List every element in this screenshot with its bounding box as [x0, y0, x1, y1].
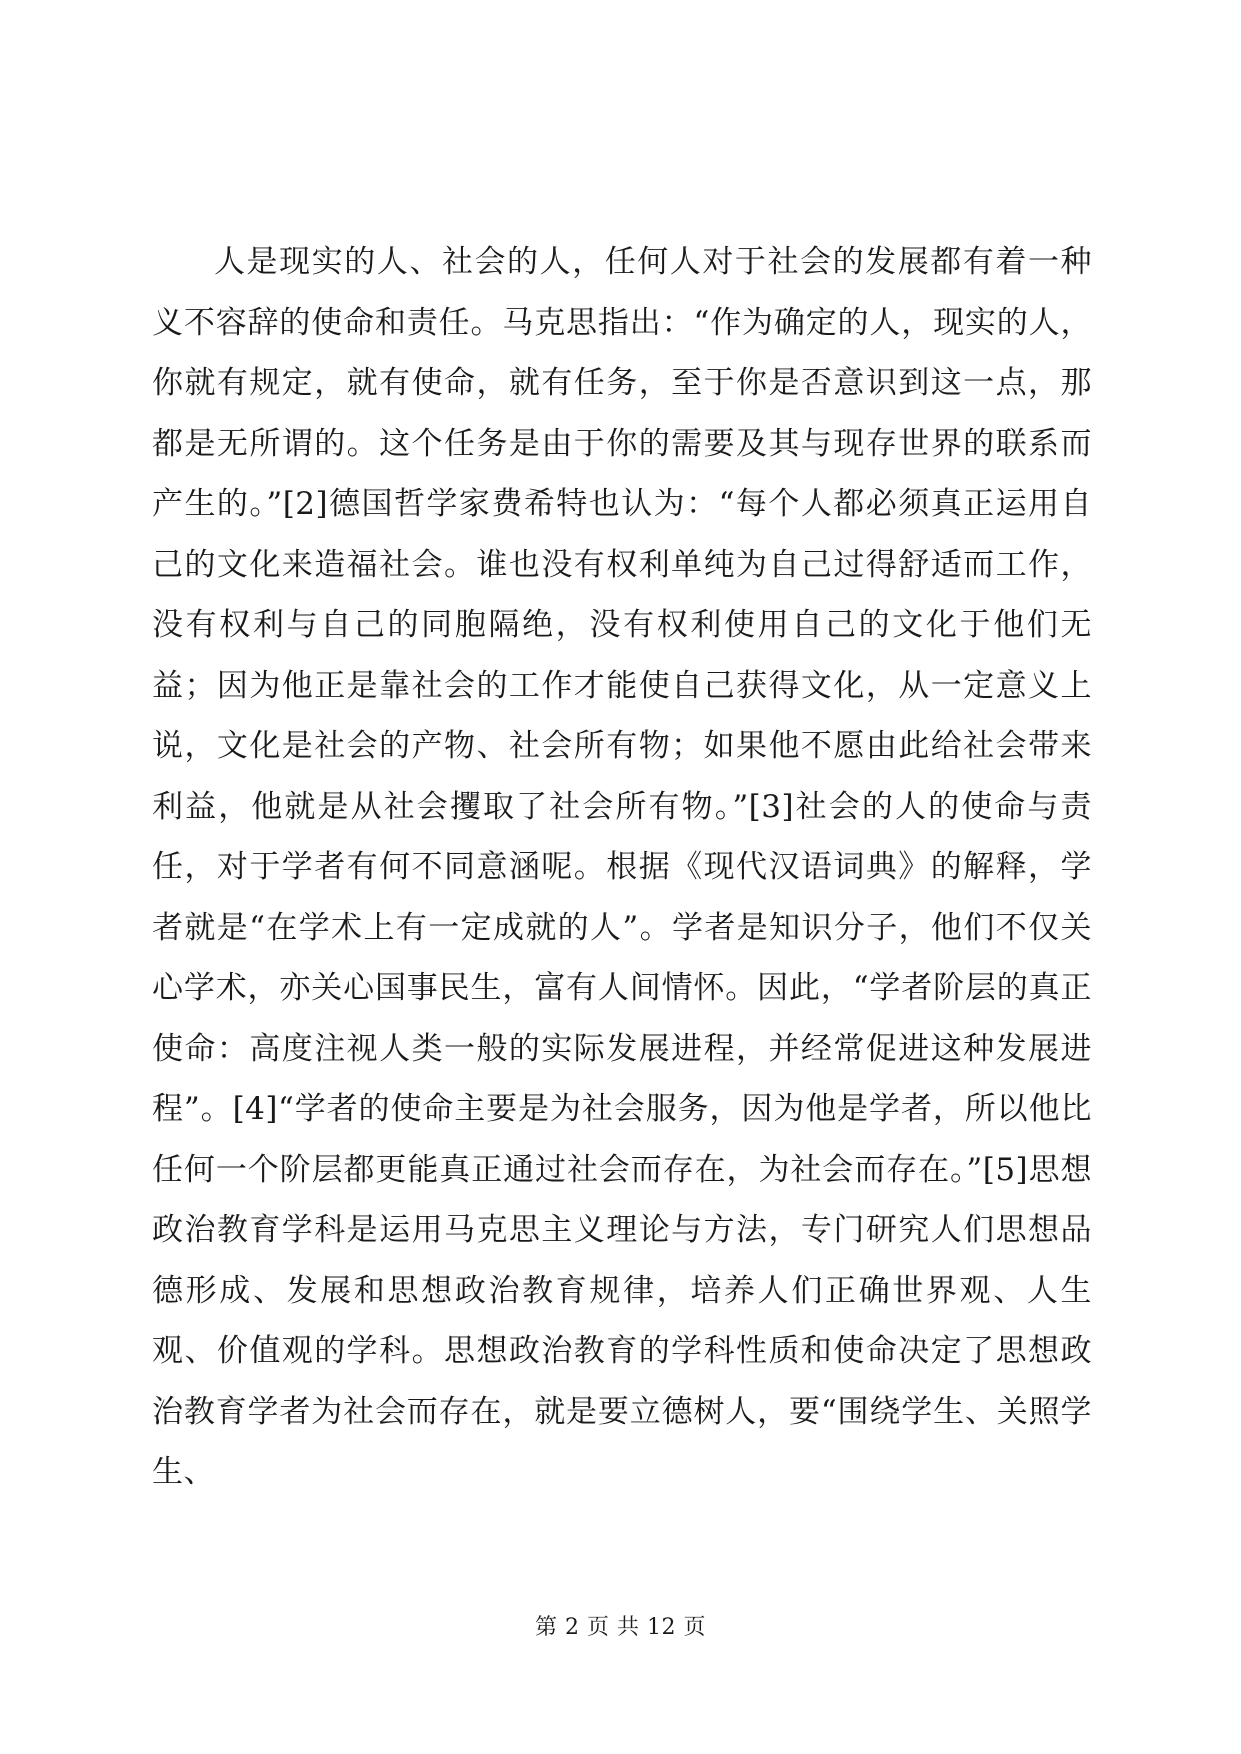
page-number-footer: 第 2 页 共 12 页: [535, 1615, 706, 1640]
body-paragraph: 人是现实的人、社会的人，任何人对于社会的发展都有着一种义不容辞的使命和责任。马克思指出：“作为确定的人，现实的人，你就有规定，就有使命，就有任务，至于你是否意识到这一点，那都是无所谓的。这个任务是由于你的需要及其与现存世界的联系而产生的。”[2]德国哲学家费希特也认为：“每个人都必须真正运用自己的文化来造福社会。谁也没有权利单纯为自己过得舒适而工作，没有权利与自己的同胞隔绝，没有权利使用自己的文化于他们无益；因为他正是靠社会的工作才能使自己获得文化，从一定意义上说，文化是社会的产物、社会所有物；如果他不愿由此给社会带来利益，他就是从社会攫取了社会所有物。”[3]社会的人的使命与责任，对于学者有何不同意涵呢。根据《现代汉语词典》的解释，学者就是“在学术上有一定成就的人”。学者是知识分子，他们不仅关心学术，亦关心国事民生，富有人间情怀。因此，“学者阶层的真正使命：高度注视人类一般的实际发展进程，并经常促进这种发展进程”。[4]“学者的使命主要是为社会服务，因为他是学者，所以他比任何一个阶层都更能真正通过社会而存在，为社会而存在。”[5]思想政治教育学科是运用马克思主义理论与方法，专门研究人们思想品德形成、发展和思想政治教育规律，培养人们正确世界观、人生观、价值观的学科。思想政治教育的学科性质和使命决定了思想政治教育学者为社会而存在，就是要立德树人，要“围绕学生、关照学生、: [152, 244, 1092, 1490]
